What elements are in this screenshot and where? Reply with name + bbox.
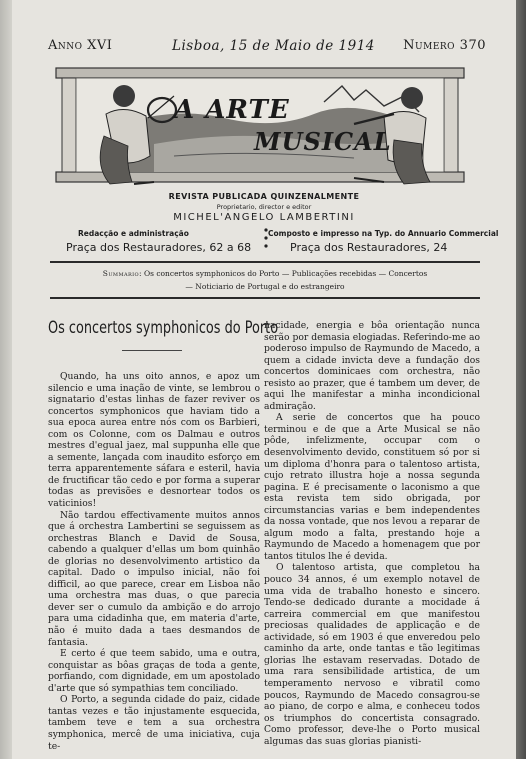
masthead-title-line1: A ARTE	[174, 95, 290, 125]
printer-address: Praça dos Restauradores, 24	[290, 241, 448, 254]
summary-line1: : Os concertos symphonicos do Porto — Publicações recebidas — Concertos	[139, 269, 428, 278]
masthead-role: Proprietario, director e editor	[216, 203, 312, 211]
summary	[50, 267, 480, 293]
issue-label: Anno XVI	[48, 38, 113, 53]
date-label: Lisboa, 15 de Maio de 1914	[172, 38, 375, 54]
page-shadow	[516, 0, 526, 759]
paragraph: A serie de concertos que ha pouco terminou e de que a Arte Musical se não pôde, infelizmente, occupar com o desenvolvimento devido, constituem só por si um diploma d'honra para o talentoso artista, cujo retrato illustra hoje a nossa segunda pagina. E é precisamente o laconismo a que esta revista tem sido obrigada, por circumstancias varias e bem independentes da nossa vontade, que nos levou a reparar de algum modo a falta, prestando hoje a Raymundo de Macedo a homenagem que por tantos titulos lhe é devida.	[264, 412, 480, 562]
rule-top	[50, 261, 480, 263]
masthead-subtitle: REVISTA PUBLICADA QUINZENALMENTE	[168, 192, 360, 201]
paragraph: E certo é que teem sabido, uma e outra, conquistar as bôas graças de toda a gente, porfiando, com dignidade, em um apostolado d'arte que só sympathias tem conciliado.	[48, 648, 260, 694]
article-title: Os concertos symphonicos do Porto	[48, 318, 279, 337]
number-label: Numero 370	[403, 38, 486, 53]
adjacent-page-edge	[0, 0, 12, 759]
admin-address: Praça dos Restauradores, 62 a 68	[66, 241, 252, 254]
summary-label: Summario	[102, 269, 140, 278]
masthead-banner	[54, 66, 466, 188]
article-column-left	[48, 371, 260, 752]
rule-bottom	[50, 297, 480, 299]
magazine-page	[12, 0, 516, 759]
printer-label: Composto e impresso na Typ. do Annuario Commercial	[268, 229, 499, 238]
paragraph: O Porto, a segunda cidade do paiz, cidade tantas vezes e tão injustamente esquecida, tambem teve e tem a sua orchestra symphonica, mercê de uma iniciativa, cuja te-	[48, 694, 260, 752]
paragraph: Quando, ha uns oito annos, e apoz um silencio e uma inação de vinte, se lembrou o signatario d'estas linhas de fazer reviver os concertos symphonicos que haviam tido a sua epoca aurea entre nós com os Barbieri, com os Colonne, com os Dalmau e outros mestres d'egual jaez, mal suppunha elle que a semente, lançada com inaudito esforço em terra apparentemente sáfara e esteril, havia de fructificar tão cedo e por forma a superar todas as previsões e desnortear todos os vaticinios!	[48, 371, 260, 510]
title-divider	[122, 350, 182, 351]
article-column-right	[264, 320, 480, 747]
masthead-illustration	[54, 66, 466, 188]
paragraph: Não tardou effectivamente muitos annos que á orchestra Lambertini se seguissem as orchestras Blanch e David de Sousa, cabendo a qualquer d'ellas um bom quinhão de glorias no desenvolvimento artistico da capital. Dado o impulso inicial, não foi difficil, ao que parece, crear em Lisboa não uma orchestra mas duas, o que parecia dever ser o cumulo da ambição e do arrojo para uma cidadinha que, em materia d'arte, não é muito dada a taes desmandos de fantasia.	[48, 509, 260, 648]
admin-label: Redacção e administração	[78, 229, 189, 238]
paragraph: nacidade, energia e bôa orientação nunca serão por demasia elogiadas. Referindo-me ao poderoso impulso de Raymundo de Macedo, a quem a cidade invicta deve a fundação dos concertos dominicaes com orchestra, não resisto ao prazer, que é tambem um dever, de aqui lhe manifestar a minha incondicional admiração.	[264, 320, 480, 412]
masthead-title-line2: MUSICAL	[254, 127, 392, 156]
paragraph: O talentoso artista, que completou ha pouco 34 annos, é um exemplo notavel de uma vida de trabalho honesto e sincero. Tendo-se dedicado durante a mocidade á carreira commercial em que manifestou preciosas qualidades de applicação e de actividade, só em 1903 é que enveredou pelo caminho da arte, onde tantas e tão legitimas glorias lhe estavam reservadas. Dotado de uma rara sensibilidade artistica, de um temperamento nervoso e vibratil como poucos, Raymundo de Macedo consagrou-se ao piano, de corpo e alma, e conheceu todos os triumphos do concertista consagrado. Como professor, deve-lhe o Porto musical algumas das suas glorias pianisti-	[264, 562, 480, 747]
masthead-editor: MICHEL'ANGELO LAMBERTINI	[173, 212, 355, 223]
summary-line2: — Noticiario de Portugal e do estrangeiro	[185, 282, 345, 291]
